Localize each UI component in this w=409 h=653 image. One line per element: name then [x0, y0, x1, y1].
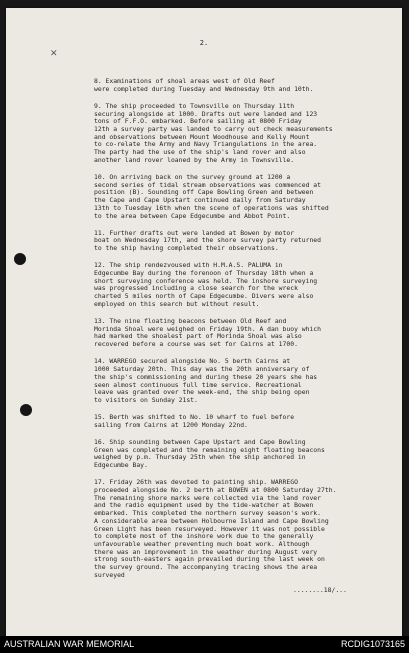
ink-mark: ✕ — [50, 49, 58, 59]
document-body — [94, 78, 370, 589]
archive-footer — [0, 636, 409, 653]
paragraph-17: 17. Friday 26th was devoted to painting ship. WARREGO proceeded alongside No. 2 berth at BOWEN at 0800 Saturday 27th. The remaining shore marks were collected via the land rover and the radio equipment used by the tide-watcher at Bowen embarked. This completed the northern survey season's work. A considerable area between Holbourne Island and Cape Bowling Green Light has been resurveyed. However it was not possible to complete most of the inshore work due to the generally unfavourable weather preventing much boat work. Although there was an improvement in the weather during August very strong south-easters again prevailed during the last week on the survey ground. The accompanying tracing shows the area surveyed — [94, 478, 337, 579]
document-page — [6, 8, 402, 636]
paragraph-10: 10. On arriving back on the survey ground at 1200 a second series of tidal stream observations was commenced at position (B). Sounding off Cape Bowling Green and between the Cape and Cape Upstart continued daily from Saturday 13th to Tuesday 16th when the scene of operations was shifted to the area between Cape Edgecumbe and Abbot Point. — [94, 173, 329, 220]
page-number: 2. — [199, 39, 209, 47]
paragraph-11: 11. Further drafts out were landed at Bowen by motor boat on Wednesday 17th, and the shore survey party returned to the ship having completed their observations. — [94, 228, 322, 253]
paragraph-16: 16. Ship sounding between Cape Upstart and Cape Bowling Green was completed and the remaining eight floating beacons weighed by p.m. Thursday 25th when the ship anchored in Edgecumbe Bay. — [94, 438, 325, 470]
record-id: RCDIG1073165 — [340, 639, 405, 649]
paragraph-8: 8. Examinations of shoal areas west of Old Reef were completed during Tuesday and Wednesday 9th and 10th. — [94, 77, 314, 93]
continuation-marker: ........18/... — [293, 586, 347, 594]
punch-hole — [20, 404, 32, 416]
archive-name: AUSTRALIAN WAR MEMORIAL — [4, 639, 135, 649]
paragraph-14: 14. WARREGO secured alongside No. 5 berth Cairns at 1000 Saturday 20th. This day was the 20th anniversary of the ship's commissioning and during these 20 years she has seen almost continuous full time service. Recreational leave was granted over the week-end, the ship being open to visitors on Sunday 21st. — [94, 357, 318, 404]
paragraph-15: 15. Berth was shifted to No. 10 wharf to fuel before sailing from Cairns at 1200 Monday 22nd. — [94, 413, 295, 429]
paragraph-9: 9. The ship proceeded to Townsville on Thursday 11th securing alongside at 1000. Drafts out were landed and 123 tons of F.F.O. embarked. Before sailing at 0800 Friday 12th a survey party was landed to carry out check measurements and observations between Mount Woodhouse and Kelly Mount to co-relate the Army and Navy Triangulations in the area. The party had the use of the ship's land rover and also another land rover loaned by the Army in Townsville. — [94, 101, 333, 164]
paragraph-12: 12. The ship rendezvoused with H.M.A.S. PALUMA in Edgecumbe Bay during the forenoon of Thursday 18th when a short surveying conference was held. The inshore surveying was progressed including a close search for the wreck charted 5 miles north of Cape Edgecumbe. Divers were also employed on this search but without result. — [94, 261, 318, 308]
paragraph-13: 13. The nine floating beacons between Old Reef and Morinda Shoal were weighed on Friday 19th. A dan buoy which had marked the shoalest part of Morinda Shoal was also recovered before a course was set for Cairns at 1700. — [94, 317, 322, 349]
punch-hole — [14, 253, 26, 265]
